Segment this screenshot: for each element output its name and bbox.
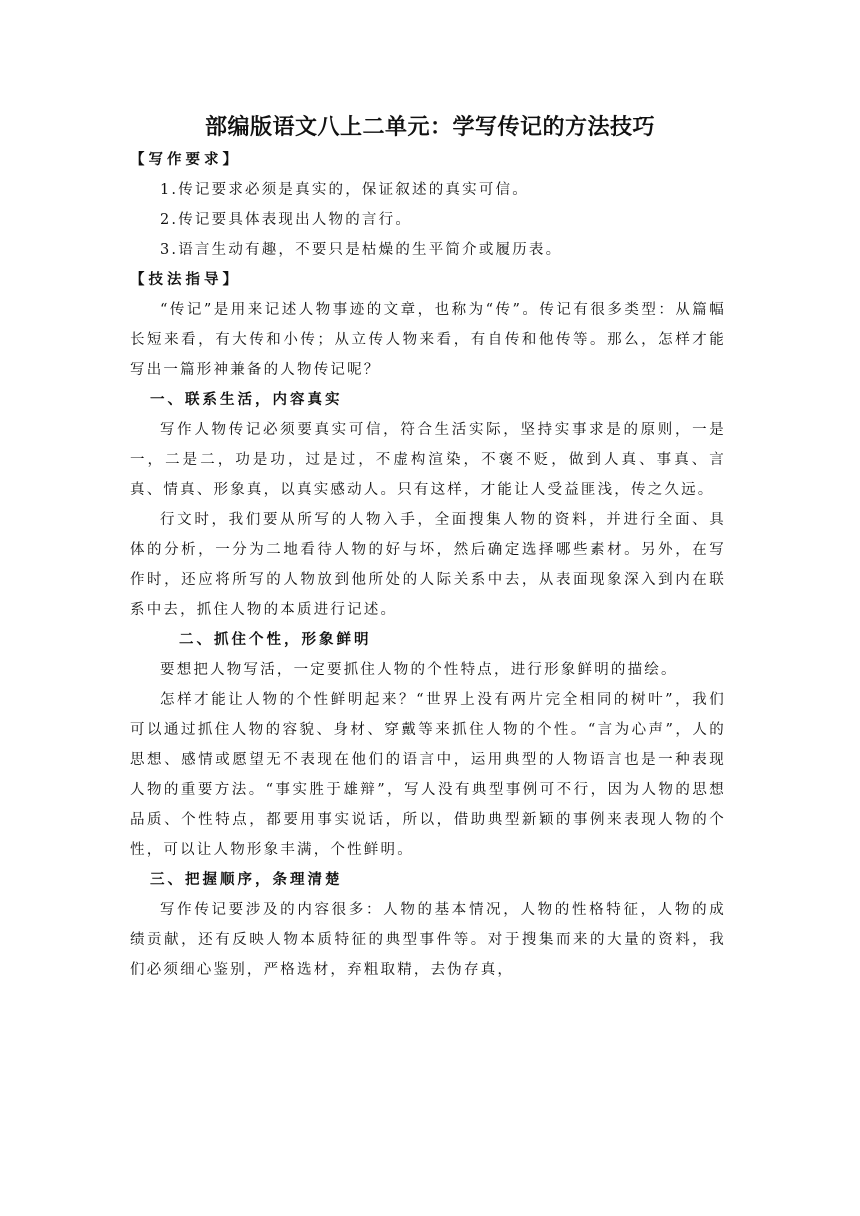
section-heading-2: 二、抓住个性，形象鲜明 (179, 632, 372, 648)
requirement-item-1: 1.传记要求必须是真实的，保证叙述的真实可信。 (160, 182, 529, 198)
document-body (130, 145, 726, 985)
requirements-label: 【写作要求】 (130, 152, 241, 168)
requirement-item-2: 2.传记要具体表现出人物的言行。 (160, 212, 413, 228)
section-1-paragraph-2: 行文时，我们要从所写的人物入手，全面搜集人物的资料，并进行全面、具体的分析，一分为二地看待人物的好与坏，然后确定选择哪些素材。另外，在写作时，还应将所写的人物放到他所处的人际关系中去，从表面现象深入到内在联系中去，抓住人物的本质进行记述。 (130, 512, 726, 618)
section-3-paragraph-1: 写作传记要涉及的内容很多：人物的基本情况，人物的性格特征，人物的成绩贡献，还有反映人物本质特征的典型事件等。对于搜集而来的大量的资料，我们必须细心鉴别，严格选材，弃粗取精，去伪存真， (130, 902, 726, 978)
section-2-paragraph-2: 怎样才能让人物的个性鲜明起来？“世界上没有两片完全相同的树叶”，我们可以通过抓住人物的容貌、身材、穿戴等来抓住人物的个性。“言为心声”，人的思想、感情或愿望无不表现在他们的语言中，运用典型的人物语言也是一种表现人物的重要方法。“事实胜于雄辩”，写人没有典型事例可不行，因为人物的思想品质、个性特点，都要用事实说话，所以，借助典型新颖的事例来表现人物的个性，可以让人物形象丰满，个性鲜明。 (130, 692, 726, 858)
section-1-paragraph-1: 写作人物传记必须要真实可信，符合生活实际，坚持实事求是的原则，一是一，二是二，功是功，过是过，不虚构渲染，不褒不贬，做到人真、事真、言真、情真、形象真，以真实感动人。只有这样，才能让人受益匪浅，传之久远。 (130, 422, 726, 498)
guidance-label: 【技法指导】 (130, 272, 241, 288)
requirement-item-3: 3.语言生动有趣，不要只是枯燥的生平简介或履历表。 (160, 242, 563, 258)
document-title: 部编版语文八上二单元：学写传记的方法技巧 (204, 115, 655, 140)
section-heading-1: 一、联系生活，内容真实 (150, 392, 343, 408)
section-heading-3: 三、把握顺序，条理清楚 (150, 872, 343, 888)
section-2-paragraph-1: 要想把人物写活，一定要抓住人物的个性特点，进行形象鲜明的描绘。 (160, 662, 678, 678)
guidance-intro-paragraph: “传记”是用来记述人物事迹的文章，也称为“传”。传记有很多类型：从篇幅长短来看，有大传和小传；从立传人物来看，有自传和他传等。那么，怎样才能写出一篇形神兼备的人物传记呢？ (130, 302, 726, 378)
